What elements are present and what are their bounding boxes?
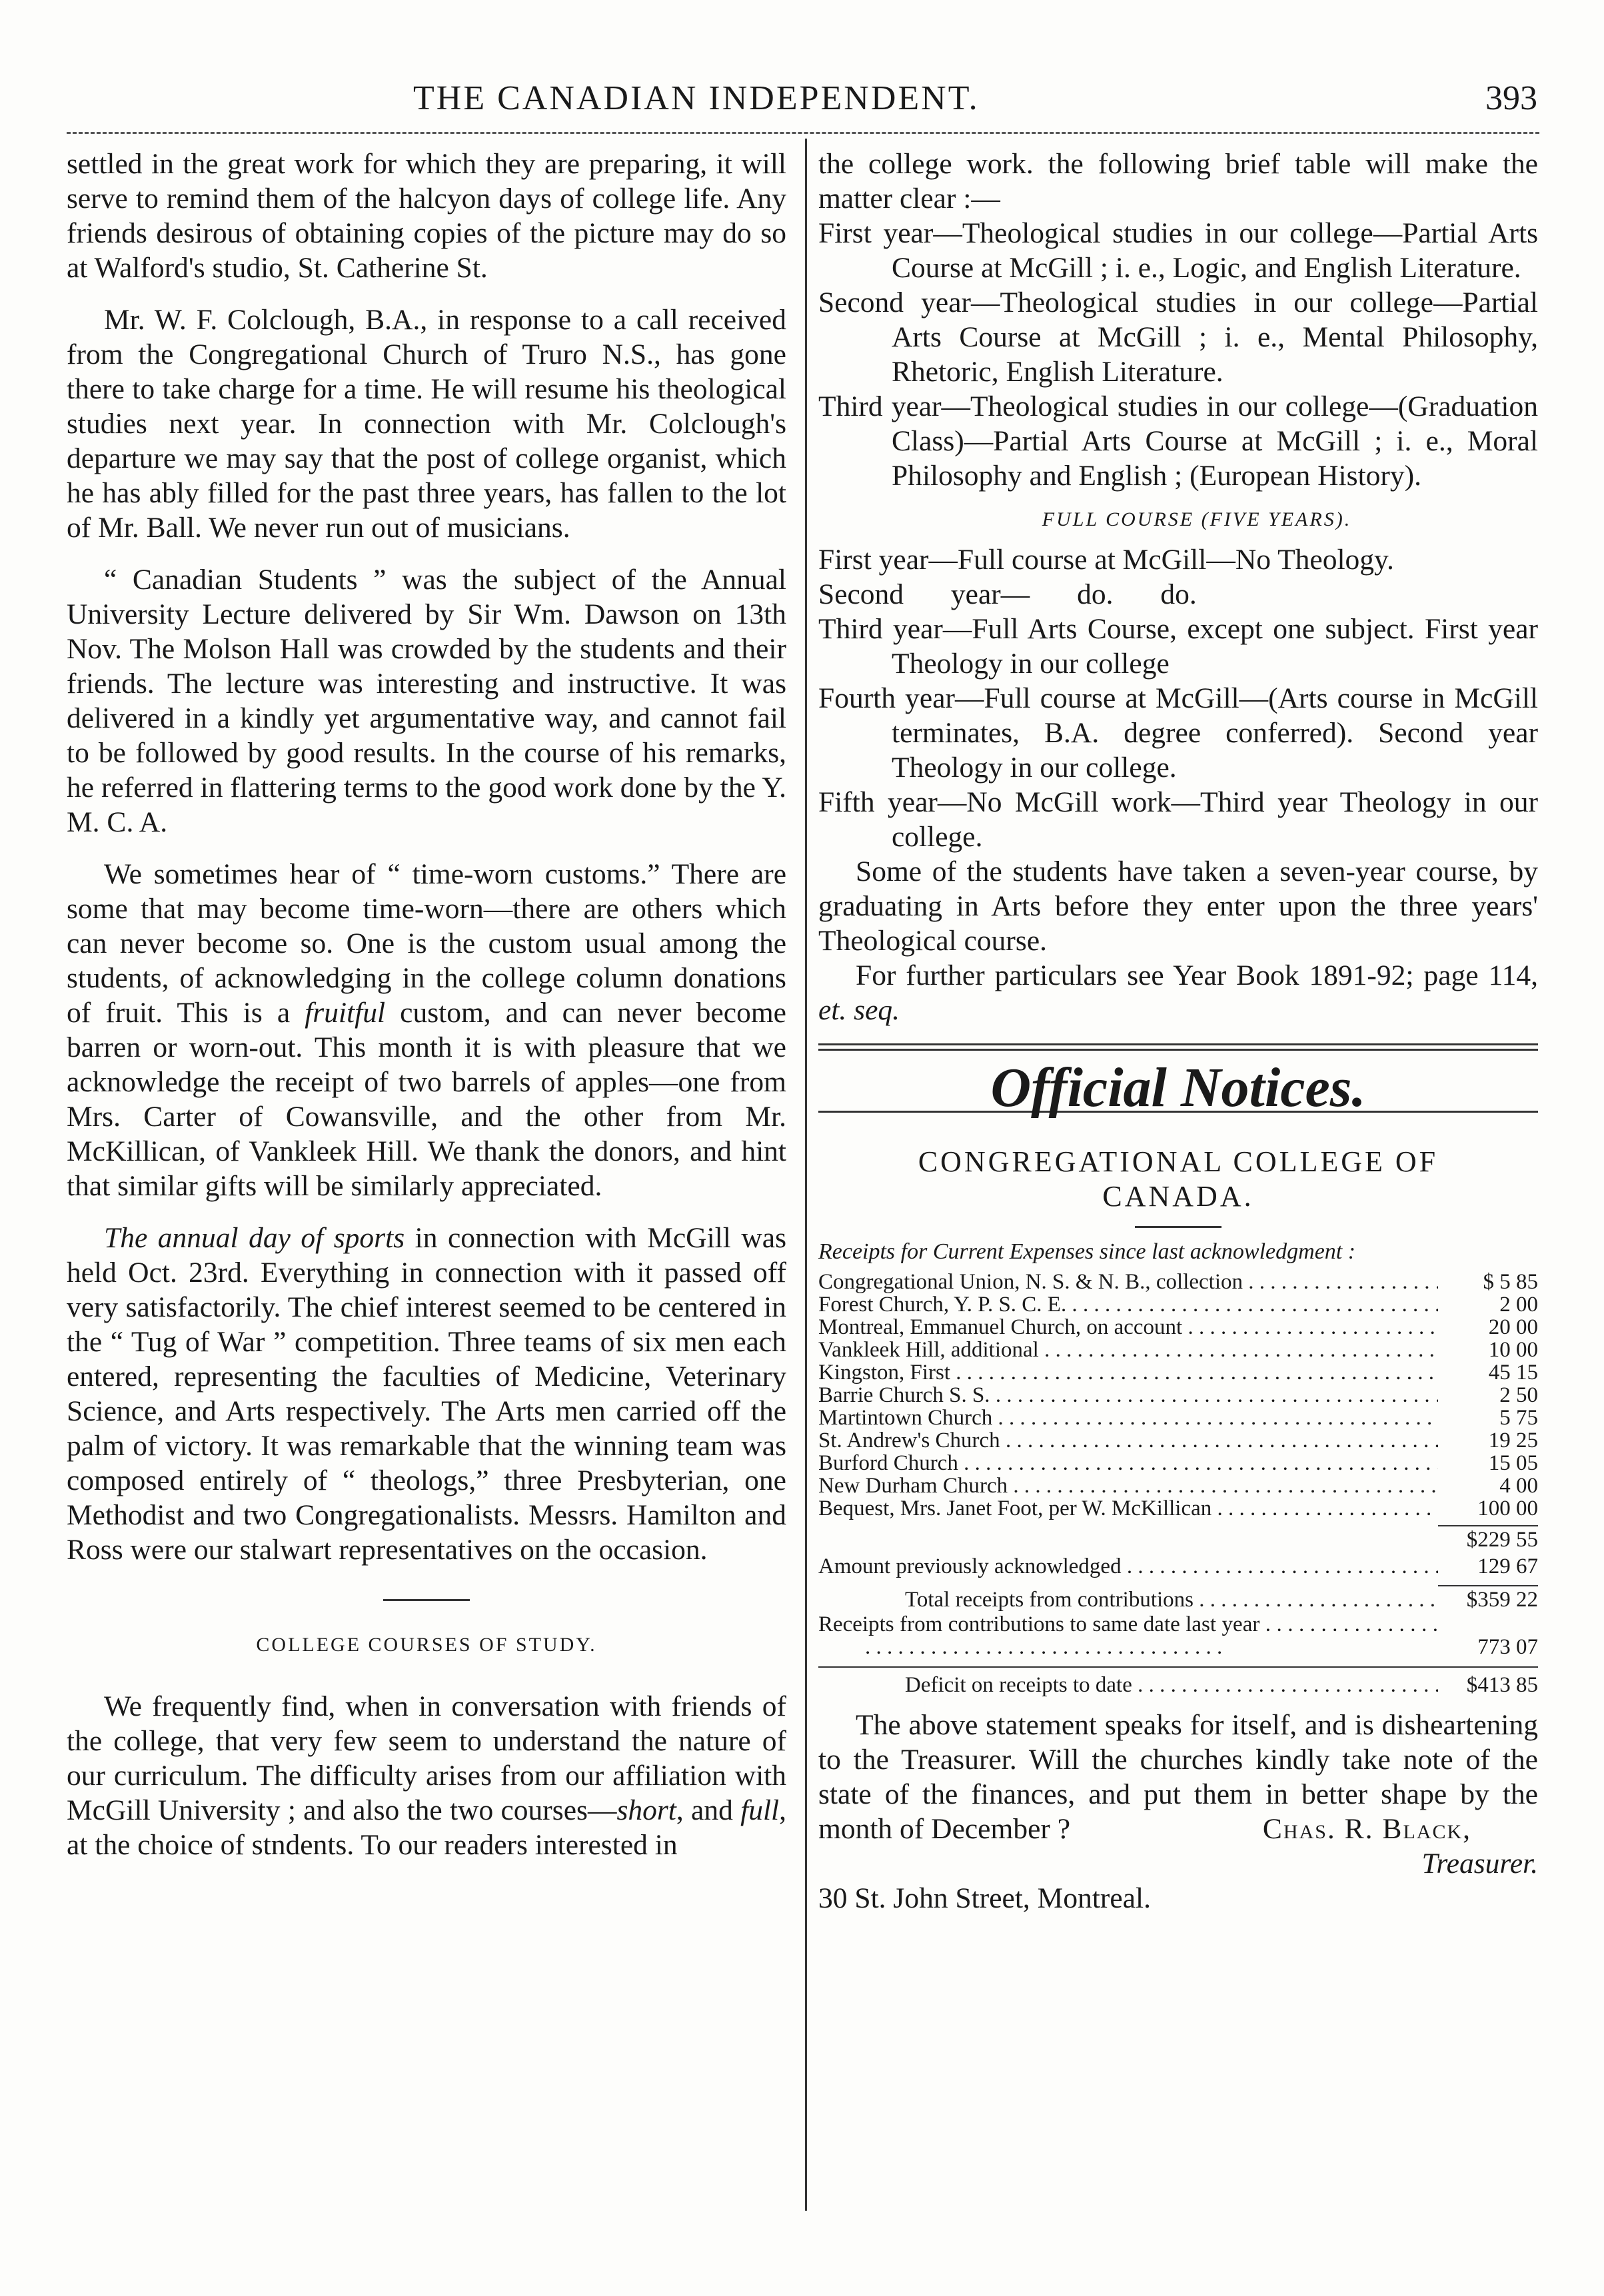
short-course-year-3: Third year—Theological studies in our college—(Graduation Class)—Partial Arts Course at McGill ; i. e., Moral Philosophy and English ; (European History). xyxy=(818,390,1538,492)
previous-row xyxy=(818,1553,1538,1580)
section-heading: COLLEGE COURSES OF STUDY. xyxy=(256,1634,597,1656)
receipts-heading: Receipts for Current Expenses since last acknowledgment : xyxy=(818,1239,1356,1264)
subtotal-amount: $229 55 xyxy=(1466,1528,1538,1552)
section-rule xyxy=(383,1599,470,1601)
receipt-name: Burford Church . . . xyxy=(818,1452,1438,1474)
table-row xyxy=(818,1293,1538,1316)
full-course-year-2: Second year— do. do. xyxy=(818,578,1197,610)
paragraph-intro: the college work. the following brief table will make the matter clear :— xyxy=(818,148,1538,215)
receipt-amount: 15 05 xyxy=(1488,1451,1538,1475)
last-year-amount: 773 07 xyxy=(1477,1635,1538,1659)
receipt-amount: 2 00 xyxy=(1499,1293,1538,1317)
receipt-name: Kingston, First . . . xyxy=(818,1361,1438,1384)
college-title-line-1: CONGREGATIONAL COLLEGE OF xyxy=(918,1145,1439,1178)
receipt-name: Montreal, Emmanuel Church, on account . . . xyxy=(818,1316,1438,1339)
text-span: custom, and can never become barren or worn-out. This month it is with pleasure that we acknowledge the receipt of two barrels of apples—one from Mrs. Carter of Cowansville, and the other from Mr. McKillican, of Vankleek Hill. We thank the donors, and hint that similar gifts will be similarly appreciated. xyxy=(67,997,786,1202)
college-title-line-2: CANADA. xyxy=(1102,1180,1254,1213)
address: 30 St. John Street, Montreal. xyxy=(818,1882,1151,1914)
last-year-row xyxy=(818,1613,1538,1658)
receipt-amount: 100 00 xyxy=(1477,1496,1538,1520)
table-row xyxy=(818,1429,1538,1452)
receipt-amount: 19 25 xyxy=(1488,1429,1538,1452)
paragraph-further xyxy=(818,958,1538,1027)
receipt-name: New Durham Church . . . xyxy=(818,1474,1438,1497)
previous-label: Amount previously acknowledged . . . xyxy=(818,1553,1438,1580)
double-rule xyxy=(818,1043,1538,1051)
paragraph-seven-year: Some of the students have taken a seven-year course, by graduating in Arts before they enter upon the three years' Theological course. xyxy=(818,856,1538,957)
receipt-name: Forest Church, Y. P. S. C. E. . . . xyxy=(818,1293,1438,1316)
emphasis: full xyxy=(740,1794,780,1826)
total-label: Total receipts from contributions . . . xyxy=(905,1586,1438,1613)
title-rule xyxy=(1135,1226,1221,1228)
deficit-amount: $413 85 xyxy=(1466,1673,1538,1697)
receipt-amount: 5 75 xyxy=(1499,1406,1538,1430)
paragraph-customs xyxy=(67,857,786,1203)
receipt-amount: $ 5 85 xyxy=(1483,1270,1538,1294)
receipt-name: Congregational Union, N. S. & N. B., collection . . . xyxy=(818,1271,1438,1293)
column-divider xyxy=(805,139,807,2211)
previous-amount: 129 67 xyxy=(1477,1554,1538,1578)
official-notices-heading: Official Notices. xyxy=(990,1057,1366,1119)
journal-title: THE CANADIAN INDEPENDENT. xyxy=(413,79,980,117)
table-row xyxy=(818,1407,1538,1429)
receipt-amount: 45 15 xyxy=(1488,1361,1538,1385)
page-number: 393 xyxy=(1485,79,1537,117)
last-year-label: Receipts from contributions to same date last year . . . xyxy=(818,1613,1438,1658)
text-span: For further particulars see Year Book 1891-92; page 114, xyxy=(856,959,1538,991)
emphasis: The annual day of sports xyxy=(104,1222,405,1254)
receipt-amount: 20 00 xyxy=(1488,1315,1538,1339)
full-course-title: FULL COURSE (FIVE YEARS). xyxy=(1042,508,1352,530)
text-span: We sometimes hear of “ time-worn customs.” There are some that may become time-worn—there are others which can never become so. One is the custom usual among the students, of acknowledging in the college column donations of fruit. This is a xyxy=(67,858,786,1029)
table-row xyxy=(818,1316,1538,1339)
paragraph-sports xyxy=(67,1221,786,1567)
deficit-row xyxy=(818,1672,1538,1698)
total-row xyxy=(818,1586,1538,1613)
text-span: in connection with McGill was held Oct. 23rd. Everything in connection with it passed off very satisfactorily. The chief interest seemed to be centered in the “ Tug of War ” competition. Three teams of six men each entered, representing the faculties of Medicine, Veterinary Science, and Arts respectively. The Arts men carried off the palm of victory. It was remarkable that the winning team was composed entirely of “ theologs,” three Presbyterian, one Methodist and two Congregationalists. Messrs. Hamilton and Ross were our stalwart representatives on the occasion. xyxy=(67,1222,786,1566)
receipts-table xyxy=(818,1271,1538,1520)
signatory-name: Chas. R. Black, xyxy=(1262,1813,1471,1845)
receipt-amount: 2 50 xyxy=(1499,1383,1538,1407)
emphasis: et. seq. xyxy=(818,994,900,1026)
emphasis: fruitful xyxy=(305,997,386,1029)
paragraph-lecture: “ Canadian Students ” was the subject of the Annual University Lecture delivered by Sir Wm. Dawson on 13th Nov. The Molson Hall was crowded by the students and their friends. The lecture was interesting and instructive. It was delivered in a kindly yet argumentative way, and cannot fail to be followed by good results. In the course of his remarks, he referred in flattering terms to the good work done by the Y. M. C. A. xyxy=(67,564,786,838)
receipt-amount: 10 00 xyxy=(1488,1338,1538,1362)
table-row xyxy=(818,1339,1538,1361)
table-row xyxy=(818,1384,1538,1407)
text-span: , and xyxy=(676,1794,741,1826)
paragraph-statement: The above statement speaks for itself, and is disheartening to the Treasurer. Will the churches kindly take note of the state of the finances, and put them in better shape by the month of December ? xyxy=(818,1709,1538,1845)
receipt-name: Martintown Church . . . xyxy=(818,1407,1438,1429)
left-column xyxy=(67,147,786,1862)
receipt-name: Bequest, Mrs. Janet Foot, per W. McKillican . . . xyxy=(818,1497,1438,1520)
receipt-name: Barrie Church S. S. . . . xyxy=(818,1384,1438,1407)
deficit-label: Deficit on receipts to date . . . xyxy=(905,1672,1438,1698)
full-course-year-5: Fifth year—No McGill work—Third year Theology in our college. xyxy=(818,786,1538,853)
short-course-year-2: Second year—Theological studies in our college—Partial Arts Course at McGill ; i. e., Mental Philosophy, Rhetoric, English Literature. xyxy=(818,287,1538,388)
receipt-amount: 4 00 xyxy=(1499,1474,1538,1498)
short-course-year-1: First year—Theological studies in our college—Partial Arts Course at McGill ; i. e., Logic, and English Literature. xyxy=(818,217,1538,284)
signatory-title: Treasurer. xyxy=(1421,1848,1538,1880)
page-header xyxy=(0,79,1604,119)
table-row xyxy=(818,1497,1538,1520)
emphasis: short xyxy=(616,1794,676,1826)
table-row xyxy=(818,1271,1538,1293)
receipt-name: St. Andrew's Church . . . xyxy=(818,1429,1438,1452)
full-course-year-4: Fourth year—Full course at McGill—(Arts course in McGill terminates, B.A. degree conferred). Second year Theology in our college. xyxy=(818,682,1538,784)
table-row xyxy=(818,1452,1538,1474)
table-row xyxy=(818,1474,1538,1497)
paragraph-studio: settled in the great work for which they are preparing, it will serve to remind them of the halcyon days of college life. Any friends desirous of obtaining copies of the picture may do so at Walford's studio, St. Catherine St. xyxy=(67,148,786,284)
right-column xyxy=(818,147,1538,1916)
total-amount: $359 22 xyxy=(1466,1588,1538,1612)
paragraph-colclough: Mr. W. F. Colclough, B.A., in response to a call received from the Congregational Church of Truro N.S., has gone there to take charge for a time. He will resume his theological studies next year. In connection with Mr. Colclough's departure we may say that the post of college organist, which he has ably filled for the past three years, has fallen to the lot of Mr. Ball. We never run out of musicians. xyxy=(67,304,786,544)
sum-rule xyxy=(818,1666,1538,1668)
full-course-year-1: First year—Full course at McGill—No Theology. xyxy=(818,544,1394,576)
receipt-name: Vankleek Hill, additional . . . xyxy=(818,1339,1438,1361)
full-course-year-3: Third year—Full Arts Course, except one subject. First year Theology in our college xyxy=(818,613,1538,680)
text-span: , at the choice of stndents. To our readers interested in xyxy=(67,1794,787,1861)
paragraph-courses xyxy=(67,1689,786,1862)
table-row xyxy=(818,1361,1538,1384)
header-rule xyxy=(67,132,1539,134)
text-span: We frequently find, when in conversation with friends of the college, that very few seem to understand the nature of our curriculum. The difficulty arises from our affiliation with McGill University ; and also the two courses— xyxy=(67,1690,786,1826)
